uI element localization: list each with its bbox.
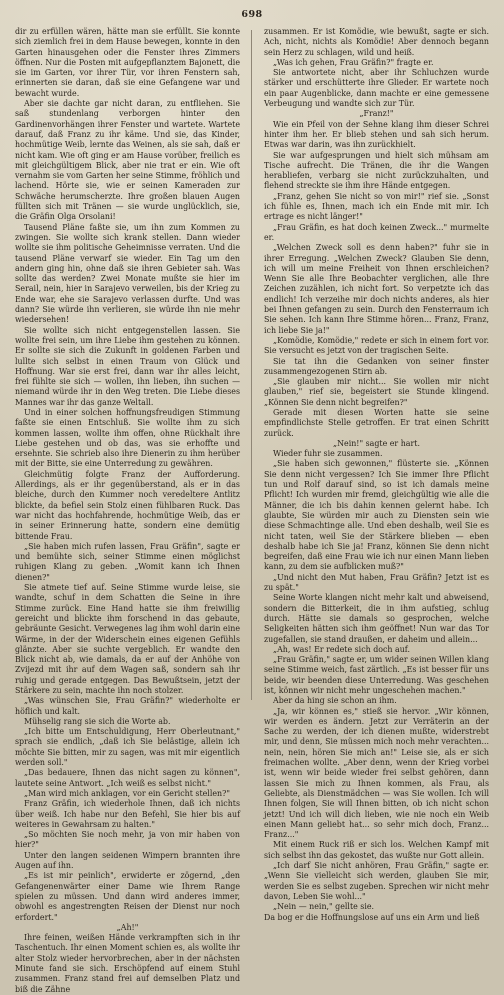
paragraph: Und in einer solchen hoffnungsfreudigen Stimmung faßte sie einen Entschluß. Sie wollte ihm zu sich kommen lassen, wollte ihm offen, ohne Rückhalt ihre Liebe gestehen und ob das, was sie erhoffte und ersehnte. Sie schrieb also ihre Dienerin zu ihm herüber mit der Bitte, sie eine Unterredung zu gewähren. — [15, 407, 240, 469]
paragraph: „Ja, wir können es," stieß sie hervor. „Wir können, wir werden es ändern. Jetzt zur Verräterin an der Sache zu werden, der ich dienen mußte, widerstrebt mir, und denn, Sie müssen mich noch mehr verachten... nein, nein, hören Sie mich an!" Leise sie, als er sich freimachen wollte. „Aber denn, wenn der Krieg vorbei ist, wenn wir beide wieder frei selbst gehören, dann lassen Sie mich zu Ihnen kommen, als Frau, als Geliebte, als Dienstmädchen — was Sie wollen. Ich will Ihnen folgen, Sie will Ihnen bitten, ob ich nicht schon jetzt! Und ich will dich lieben, wie nie noch ein Weib einen Mann geliebt hat... so sehr mich doch, Franz... Franz..." — [264, 706, 489, 840]
paragraph: Seine Worte klangen nicht mehr kalt und abweisend, sondern die Bitterkeit, die in ihm aufstieg, schlug durch. Hätte sie damals so gesprochen, welche Seligkeiten hätten sich ihm geöffnet! Nun war das Tor zugefallen, sie stand draußen, er daheim und allein... — [264, 593, 489, 644]
paragraph: Sie atmete tief auf. Seine Stimme wurde leise, sie wandte, schuf in dem Schatten die Seine in ihre Stimme zurück. Eine Hand hatte sie ihm freiwillig gereicht und blickte ihm forschend in das gebaute, gebräunte Gesicht. Verwegenes lag ihm wohl darin eine Wärme, in der der Widerschein eines eigenen Gefühls glänzte. Aber sie suchte vergeblich. Er wandte den Blick nicht ab, wie damals, da er auf der Anhöhe von Zvijezd mit ihr auf dem Wagen saß, sondern sah ihr ruhig und gerade entgegen. Das Bewußtsein, jetzt der Stärkere zu sein, machte ihn noch stolzer. — [15, 583, 240, 695]
paragraph: Gleichmütig folgte Franz der Aufforderung. Allerdings, als er ihr gegenüberstand, als er in das bleiche, durch den Kummer noch veredeltere Antlitz blickte, da befiel sein Stolz einen fühlbaren Ruck. Das war nicht das hochfahrende, hochmütige Weib, das er in seiner Erinnerung hatte, sondern eine demütig bittende Frau. — [15, 469, 240, 541]
paragraph: „Franz, gehen Sie nicht so von mir!" rief sie. „Sonst ich fühle es, Ihnen, mach ich ein Ende mit mir. Ich ertrage es nicht länger!" — [264, 191, 489, 222]
paragraph: „Sie haben mich rufen lassen, Frau Gräfin", sagte er und bemühte sich, seiner Stimme einen möglichst ruhigen Klang zu geben. „Womit kann ich Ihnen dienen?" — [15, 541, 240, 582]
paragraph: „Frau Gräfin," sagte er, um wider seinen Willen klang seine Stimme weich, fast zärtlich. „Es ist besser für uns beide, wir beenden diese Unterredung. Was geschehen ist, können wir nicht mehr ungeschehen machen." — [264, 655, 489, 695]
paragraph: Sie wollte sich nicht entgegenstellen lassen. Sie wollte frei sein, um ihre Liebe ihm gestehen zu können. Er sollte sie sich die Zukunft in goldenen Farben und lullte sich selbst in einen Traum von Glück und Hoffnung. War sie erst frei, dann war ihr alles leicht, frei fühlte sie sich — wollen, ihn lieben, ihn suchen — niemand würde ihr in den Weg treten. Die Liebe dieses Mannes war ihr das ganze Weltall. — [15, 325, 240, 407]
paragraph: Franz Gräfin, ich wiederhole Ihnen, daß ich nichts über weiß. Ich habe nur den Befehl, Sie hier bis auf weiteres in Gewahrsam zu halten." — [15, 799, 240, 829]
paragraph: „Nein — nein," gellte sie. — [273, 902, 375, 912]
paragraph: „Ich darf Sie nicht anhören, Frau Gräfin," sagte er. „Wenn Sie vielleicht sich werden, glauben Sie mir, werden Sie es selbst zugeben. Sprechen wir nicht mehr davon, Leben Sie wohl..." — [264, 861, 489, 901]
paragraph: „Franz!" — [359, 109, 394, 119]
paragraph: „Sie glauben mir nicht... Sie wollen mir nicht glauben," rief sie, begeistert sie Stunde klingend. „Können Sie denn nicht begreifen?" — [264, 377, 489, 407]
paragraph: Sie antwortete nicht, aber ihr Schluchzen wurde stärker und erschütterte ihre Glieder. Er wartete noch ein paar Augenblicke, dann machte er eine gemessene Verbeugung und wandte sich zur Tür. — [264, 68, 489, 109]
paragraph: Unter den langen seidenen Wimpern brannten ihre Augen auf ihn. — [15, 850, 240, 871]
paragraph: „Nein!" sagte er hart. — [333, 438, 420, 448]
column-divider — [251, 30, 252, 700]
paragraph: „Ah, was! Er redete sich doch auf. — [273, 644, 410, 654]
paragraph: „Man wird mich anklagen, vor ein Gericht stellen?" — [24, 788, 230, 798]
left-text-column — [15, 27, 241, 994]
page-number: 698 — [241, 9, 263, 20]
paragraph: Mühselig rang sie sich die Worte ab. — [24, 716, 171, 726]
paragraph: Aber sie dachte gar nicht daran, zu entfliehen. Sie saß stundenlang verborgen hinter den Gardinenvorhängen ihrer Fenster und wartete. Wartete darauf, daß Franz zu ihr käme. Und sie, das Kinder, hochmütige Weib, lernte das Weinen, als sie sah, daß er nicht kam. Wie oft ging er am Hause vorüber, freilich es mit gleichgültigem Blick, aber nie trat er ein. Wie oft vernahm sie vom Garten her seine Stimme, fröhlich und lachend. Hörte sie, wie er seinen Kameraden zur Schwäche herumscherzte. Ihre großen blauen Augen füllten sich mit Tränen — sie wurde unglücklich, sie, die Gräfin Olga Orsolani! — [15, 99, 240, 222]
paragraph: „Das bedauere, Ihnen das nicht sagen zu können", lautete seine Antwort. „Ich weiß es selbst nicht." — [15, 768, 240, 788]
paragraph: „Was ich gehen, Frau Gräfin?" fragte er. — [273, 57, 434, 67]
right-text-column — [264, 27, 489, 922]
paragraph: „Ich bitte um Entschuldigung, Herr Oberleutnant," sprach sie endlich, „daß ich Sie belästige, allein ich möchte Sie bitten, mir zu sagen, was mit mir eigentlich werden soll." — [15, 727, 240, 768]
paragraph: „Frau Gräfin, es hat doch keinen Zweck..." murmelte er. — [264, 222, 489, 242]
paragraph: dir zu erfüllen wären, hätte man sie erfüllt. Sie konnte sich ziemlich frei in dem Hause bewegen, konnte in den Garten hinausgehen oder die Fenster ihres Zimmers öffnen. Nur die Posten mit aufgepflanztem Bajonett, die sie im Garten, vor ihrer Tür, vor ihren Fenstern sah, erinnerten sie daran, daß sie eine Gefangene war und bewacht wurde. — [15, 27, 240, 98]
paragraph: Aber da hing sie schon an ihm. — [273, 696, 397, 706]
paragraph: Sie tat ihn die Gedanken von seiner finster zusammengezogenen Stirn ab. — [264, 356, 489, 376]
paragraph: Sie war aufgesprungen und hielt sich mühsam am Tische aufrecht. Die Tränen, die ihr die Wangen herabliefen, verbarg sie nicht zurückzuhalten, und flehend streckte sie ihm ihre Hände entgegen. — [264, 150, 489, 191]
paragraph: „Ah!" — [116, 922, 139, 932]
paragraph: „So möchten Sie noch mehr, ja von mir haben von hier?" — [15, 830, 240, 850]
paragraph: Tausend Pläne faßte sie, um ihn zum Kommen zu zwingen. Sie wollte sich krank stellen. Dann wieder wollte sie ihm politische Geheimnisse verraten. Und die tausend Pläne verwarf sie wieder. Ein Tag um den andern ging hin, ohne daß sie ihren Gebieter sah. Was sollte das werden? Zwei Monate mußte sie hier im Serail, nein, hier in Sarajevo verweilen, bis der Krieg zu Ende war, ehe sie Sarajevo verlassen durfte. Und was dann? Sie würde ihn verlieren, sie würde ihn nie mehr wiedersehen! — [15, 222, 241, 325]
paragraph: „Sie haben sich gewonnen," flüsterte sie. „Können Sie denn nicht vergessen? Ich Sie immer Ihre Pflicht tun und Rolf darauf sind, so ist ich damals meine Pflicht! Ich wurden mir fremd, gleichgültig wie alle die Männer, die ich bis dahin kennen gelernt habe. Ich glaubte, Sie würden mir auch zu Diensten sein wie diese Schmachtinge alle. Und eben deshalb, weil Sie es nicht taten, weil Sie der Stärkere blieben — eben deshalb habe ich Sie ja! Franz, können Sie denn nicht begreifen, daß eine Frau wie ich nur einen Mann lieben kann, zu dem sie aufblicken muß?" — [264, 459, 489, 572]
paragraph: Mit einem Ruck riß er sich los. Welchen Kampf mit sich selbst ihn das gekostet, das wußte nur Gott allein. — [264, 840, 489, 860]
paragraph: Wie ein Pfeil von der Sehne klang ihm dieser Schrei hinter ihm her. Er blieb stehen und sah sich herum. Etwas war darin, was ihn zurückhielt. — [264, 119, 489, 150]
paragraph: Ihre feinen, weißen Hände verkrampften sich in ihr Taschentuch. Ihr einen Moment schien es, als wollte ihr alter Stolz wieder hervorbrechen, aber in der nächsten Minute fand sie sich. Erschöpfend auf einem Stuhl zusammen. Franz stand frei auf demselben Platz und biß die Zähne — [15, 933, 240, 994]
paragraph: „Welchen Zweck soll es denn haben?" fuhr sie in ihrer Erregung. „Welchen Zweck? Glauben Sie denn, ich will um meine Freiheit von Ihnen erschleichen? Wenn Sie alle Ihre Beobachter verglichen, alle Ihre Zeichen zuzählen, ich nicht fort. So verpetzte ich das endlich! Ich verzeihe mir doch nichts anderes, als hier bei Ihnen gefangen zu sein. Durch den Fensterraum ich Sie sehen. Ich kann Ihre Stimme hören... Franz, Franz, ich liebe Sie ja!" — [264, 243, 489, 335]
paragraph: „Was wünschen Sie, Frau Gräfin?" wiederholte er höflich und kalt. — [15, 696, 240, 716]
paragraph: Gerade mit diesen Worten hatte sie seine empfindlichste Stelle getroffen. Er trat einen Schritt zurück. — [264, 407, 489, 438]
paragraph: zusammen. Er ist Komödie, wie bewußt, sagte er sich. Ach, nicht, nichts als Komödie! Aber dennoch begann sein Herz zu schlagen, wild und heiß. — [264, 27, 489, 57]
paragraph: Da bog er die Hoffnungslose auf uns ein Arm und ließ — [264, 912, 480, 922]
paragraph: „Es ist mir peinlich", erwiderte er zögernd, „den Gefangenenwärter einer Dame wie Ihrem Range spielen zu müssen. Und dann wird anderes immer, obwohl es angestrengten Reisen der Dienst nur noch erfordert." — [15, 871, 240, 922]
paragraph: Wieder fuhr sie zusammen. — [273, 449, 383, 459]
paragraph: „Und nicht den Mut haben, Frau Gräfin? Jetzt ist es zu spät." — [264, 572, 489, 593]
paragraph: „Komödie, Komödie," redete er sich in einem fort vor. Sie versucht es jetzt von der tragischen Seite. — [264, 335, 489, 356]
